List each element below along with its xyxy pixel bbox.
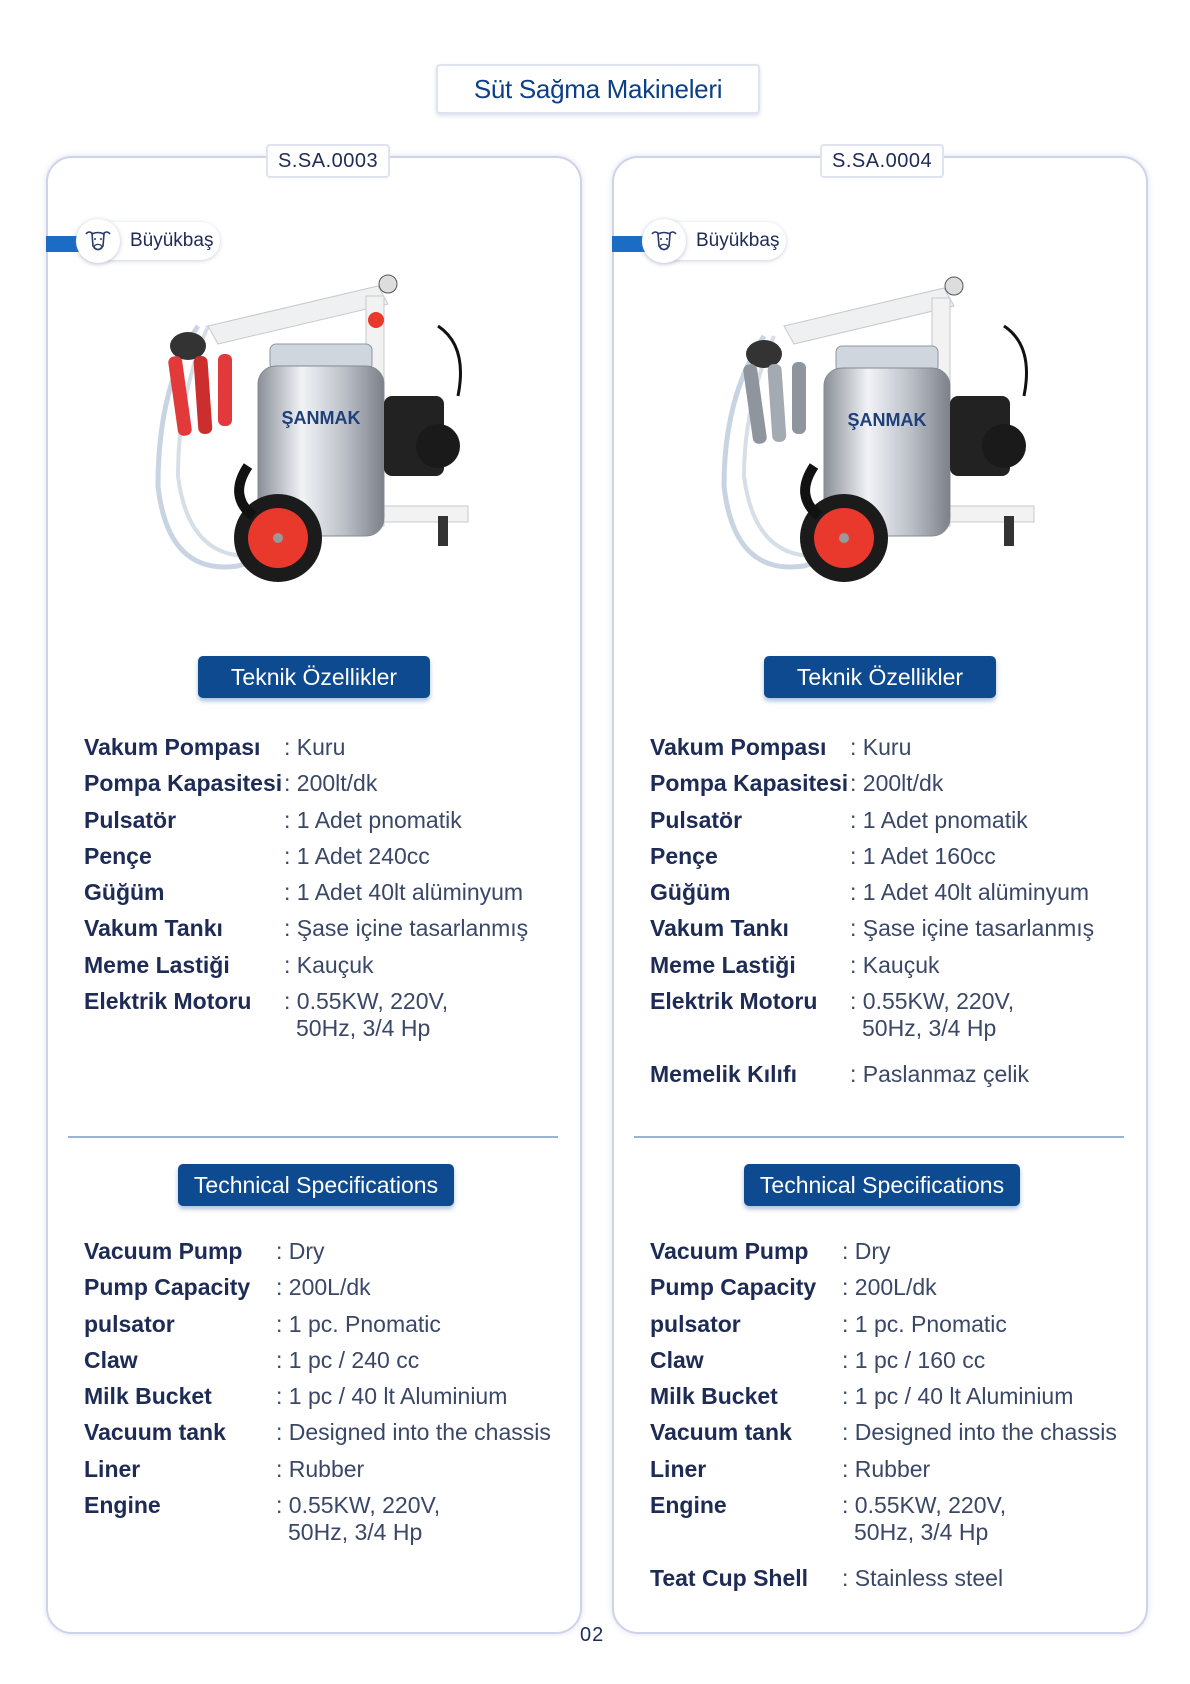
brand-logo: ŞANMAK	[281, 408, 361, 428]
spec-label: Pompa Kapasitesi	[650, 770, 849, 797]
spec-label: Engine	[84, 1492, 161, 1519]
spec-value: : 1 pc / 160 cc	[842, 1346, 986, 1373]
spec-value: : Rubber	[276, 1455, 365, 1482]
spec-label: Pump Capacity	[650, 1274, 817, 1301]
spec-label: Pompa Kapasitesi	[84, 770, 283, 797]
spec-value: : 1 pc / 40 lt Aluminium	[276, 1383, 508, 1410]
spec-label: Pulsatör	[650, 806, 743, 833]
spec-label: Engine	[650, 1492, 727, 1519]
spec-label: Vacuum tank	[650, 1419, 792, 1446]
spec-label: Liner	[650, 1455, 707, 1482]
spec-label: pulsator	[650, 1310, 741, 1337]
product-code: S.SA.0003	[266, 144, 390, 178]
spec-value: : Stainless steel	[842, 1564, 1004, 1591]
spec-value: : Dry	[842, 1238, 891, 1264]
spec-value: : Kuru	[850, 734, 912, 760]
spec-label: Teat Cup Shell	[650, 1564, 809, 1591]
spec-label: Memelik Kılıfı	[650, 1060, 797, 1087]
spec-value: : 1 Adet 40lt alüminyum	[284, 879, 524, 906]
spec-value: : Paslanmaz çelik	[850, 1060, 1029, 1087]
product-code: S.SA.0004	[820, 144, 944, 178]
spec-label: Vakum Tankı	[650, 915, 789, 942]
spec-value: : Designed into the chassis	[276, 1419, 551, 1446]
spec-value: : Şase içine tasarlanmış	[850, 915, 1095, 942]
page-title: Süt Sağma Makineleri	[436, 64, 760, 114]
category-label: Büyükbaş	[696, 230, 780, 251]
spec-value: : 0.55KW, 220V, 50Hz, 3/4 Hp	[850, 988, 1015, 1042]
spec-label: Elektrik Motoru	[84, 988, 252, 1015]
spec-label: Vakum Pompası	[84, 734, 261, 760]
spec-value: : 200L/dk	[276, 1274, 371, 1301]
product-card-right	[612, 150, 1148, 1634]
spec-value: : Dry	[276, 1238, 325, 1264]
category-badge	[78, 222, 220, 260]
spec-value: : 200lt/dk	[850, 770, 944, 797]
spec-value: : Kauçuk	[284, 951, 374, 978]
category-label: Büyükbaş	[130, 230, 214, 251]
spec-label: Güğüm	[84, 879, 165, 906]
en-specs-heading: Technical Specifications	[178, 1164, 454, 1206]
spec-value: : 1 Adet 40lt alüminyum	[850, 879, 1090, 906]
spec-value: : 1 Adet 240cc	[284, 842, 430, 869]
spec-value: : 1 Adet pnomatik	[284, 806, 462, 833]
spec-label: Claw	[650, 1346, 704, 1373]
spec-label: Vacuum Pump	[650, 1238, 809, 1264]
spec-label: Milk Bucket	[650, 1383, 778, 1410]
spec-label: Vacuum Pump	[84, 1238, 243, 1264]
milking-machine-image	[138, 266, 498, 606]
spec-value: : 0.55KW, 220V, 50Hz, 3/4 Hp	[284, 988, 449, 1042]
category-badge	[644, 222, 786, 260]
spec-value: : Şase içine tasarlanmış	[284, 915, 529, 942]
spec-value: : 1 pc. Pnomatic	[276, 1310, 441, 1337]
spec-value: : Rubber	[842, 1455, 931, 1482]
product-card-left	[46, 150, 582, 1634]
cow-head-icon	[76, 219, 120, 263]
spec-value: : Kauçuk	[850, 951, 940, 978]
tr-specs-heading: Teknik Özellikler	[198, 656, 430, 698]
spec-value: : 1 pc / 240 cc	[276, 1346, 420, 1373]
spec-label: Meme Lastiği	[650, 951, 796, 978]
spec-label: Pulsatör	[84, 806, 177, 833]
spec-label: Vacuum tank	[84, 1419, 226, 1446]
category-accent-bar	[46, 236, 80, 252]
brand-logo: ŞANMAK	[847, 410, 927, 430]
spec-value: : Designed into the chassis	[842, 1419, 1117, 1446]
spec-label: Claw	[84, 1346, 138, 1373]
spec-value: : 1 Adet 160cc	[850, 842, 996, 869]
spec-label: pulsator	[84, 1310, 175, 1337]
spec-value: : 0.55KW, 220V, 50Hz, 3/4 Hp	[276, 1492, 441, 1546]
spec-value: : 0.55KW, 220V, 50Hz, 3/4 Hp	[842, 1492, 1007, 1546]
spec-label: Elektrik Motoru	[650, 988, 818, 1015]
page-number: 02	[580, 1624, 605, 1646]
spec-value: : 1 pc. Pnomatic	[842, 1310, 1007, 1337]
section-divider	[68, 1136, 558, 1138]
spec-label: Pump Capacity	[84, 1274, 251, 1301]
spec-label: Liner	[84, 1455, 141, 1482]
cow-head-icon	[642, 219, 686, 263]
spec-label: Vakum Pompası	[650, 734, 827, 760]
spec-label: Milk Bucket	[84, 1383, 212, 1410]
spec-label: Meme Lastiği	[84, 951, 230, 978]
spec-value: : 200lt/dk	[284, 770, 378, 797]
spec-value: : 200L/dk	[842, 1274, 937, 1301]
spec-label: Güğüm	[650, 879, 731, 906]
spec-label: Pençe	[84, 842, 152, 869]
en-specs-heading: Technical Specifications	[744, 1164, 1020, 1206]
spec-value: : Kuru	[284, 734, 346, 760]
spec-value: : 1 Adet pnomatik	[850, 806, 1028, 833]
category-accent-bar	[612, 236, 646, 252]
milking-machine-image	[704, 266, 1064, 606]
spec-label: Vakum Tankı	[84, 915, 223, 942]
spec-value: : 1 pc / 40 lt Aluminium	[842, 1383, 1074, 1410]
tr-specs-heading: Teknik Özellikler	[764, 656, 996, 698]
section-divider	[634, 1136, 1124, 1138]
spec-label: Pençe	[650, 842, 718, 869]
